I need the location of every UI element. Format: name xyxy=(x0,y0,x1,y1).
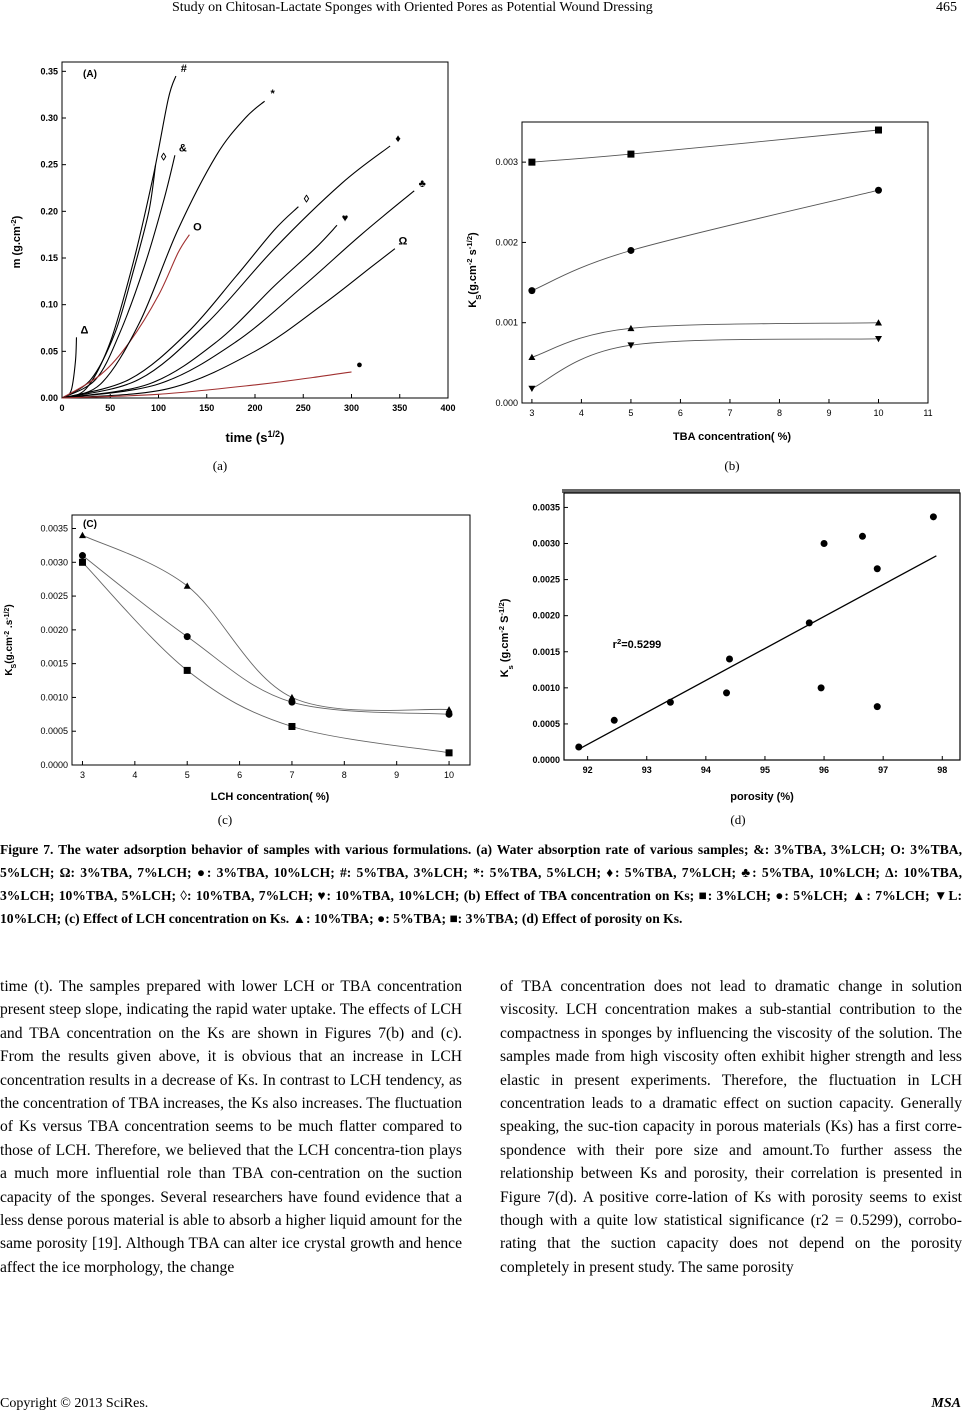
x-axis-label: TBA concentration( %) xyxy=(672,431,792,443)
series-line xyxy=(62,235,189,398)
data-point xyxy=(79,552,86,559)
x-tick-label: 9 xyxy=(394,770,400,780)
chart-b xyxy=(462,100,962,450)
x-tick-label: 6 xyxy=(237,770,243,780)
y-tick-label: 0.0030 xyxy=(40,557,68,568)
x-tick-label: 9 xyxy=(826,408,832,418)
series-line xyxy=(62,337,77,398)
y-tick-label: 0.003 xyxy=(495,157,518,168)
data-point xyxy=(627,247,634,254)
y-tick-label: 0.00 xyxy=(40,393,58,403)
x-axis-label: porosity (%) xyxy=(730,791,794,803)
y-tick-label: 0.05 xyxy=(40,346,58,357)
data-point xyxy=(875,127,882,134)
plot-frame xyxy=(522,122,928,403)
body-paragraph: of TBA concentration does not lead to dramatic change in solution viscosity. LCH concentration makes a sub-stantial contribution to the compactness in sponges by influencing the viscosity of the solution. The samples made from high viscosity often exhibit higher strength and less elastic in present experiments. Therefore, the fluctuation in LCH concentration leads to a dramatic effect on suction capacity. Generally speaking, the suc-tion capacity in porous materials (Ks) has a first corre-spondence with their pore size and amount.To further assess the relationship between Ks and porosity, their correlation is presented in Figure 7(d). A positive corre-lation of Ks with porosity seems to exist though with a quite low statistical significance (r2 = 0.5299), corrobo-rating that the suction capacity does not depend on the porosity completely in present study. The same porosity xyxy=(500,978,962,1276)
x-tick-label: 8 xyxy=(776,408,782,418)
series-line xyxy=(62,76,176,398)
data-point xyxy=(627,151,634,158)
series-label: ● xyxy=(356,358,363,371)
journal-name: MSA xyxy=(931,1396,961,1411)
series-label: ♣ xyxy=(418,177,426,190)
x-tick-label: 3 xyxy=(79,770,85,780)
data-point xyxy=(859,533,866,540)
r-squared-annotation: $r^2=0.5299$ xyxy=(612,636,662,651)
figure-caption: Figure 7. The water adsorption behavior of samples with various formulations. (a) Water absorption rate of various samples; &: 3%TBA, 3%LCH; O: 3%TBA, 5%LCH; Ω: 3%TBA, 7%LCH; ●: 3%TBA, 10%LCH; #: 5%TBA, 3%LCH; *: 5%TBA, 5%LCH; ♦: 5%TBA, 7%LCH; ♣: 5%TBA, 10%LCH; Δ: 10%TBA, 3%LCH; 10%TBA, 5%LCH; ◊: 10%TBA, 7%LCH; ♥: 10%TBA, 10%LCH; (b) Effect of TBA concentration on Ks; ■: 3%LCH; ●: 5%LCH; ▲: 7%LCH; ▼L: 10%LCH; (c) Effect of LCH concentration on Ks. ▲: 10%TBA; ●: 5%TBA; ■: 3%TBA; (d) Effect of porosity on Ks. xyxy=(0,842,962,926)
chart-d xyxy=(492,488,962,808)
y-tick-label: 0.30 xyxy=(40,113,58,123)
y-tick-label: 0.0000 xyxy=(532,755,560,765)
y-tick-label: 0.002 xyxy=(495,237,518,248)
data-point xyxy=(821,540,828,547)
series-line xyxy=(62,165,156,398)
data-point xyxy=(184,582,191,588)
page-number: 465 xyxy=(936,0,957,15)
data-point xyxy=(288,723,295,730)
data-point xyxy=(288,699,295,706)
x-tick-label: 350 xyxy=(392,403,408,413)
series-label: * xyxy=(270,88,275,101)
x-tick-label: 0 xyxy=(59,403,65,413)
data-point xyxy=(575,744,582,751)
data-point xyxy=(818,684,825,691)
body-column-left xyxy=(0,975,462,1279)
chart-a-title: (A) xyxy=(83,69,97,80)
series-label: ♦ xyxy=(395,133,401,145)
series-label: Ω xyxy=(398,235,408,248)
y-tick-label: 0.35 xyxy=(40,66,58,77)
x-tick-label: 93 xyxy=(641,765,652,775)
x-tick-label: 50 xyxy=(105,403,116,413)
series-line xyxy=(62,146,390,398)
series-label: ◊ xyxy=(160,151,167,164)
x-tick-label: 300 xyxy=(343,403,360,413)
x-tick-label: 150 xyxy=(199,403,215,413)
fit-line xyxy=(579,556,937,749)
panel-label-b: (b) xyxy=(724,458,740,473)
y-tick-label: 0.000 xyxy=(495,398,518,408)
y-axis-label: m $(g.cm^{-2})$ xyxy=(8,215,23,269)
x-tick-label: 4 xyxy=(132,770,138,780)
series-line xyxy=(532,339,879,389)
data-point xyxy=(528,287,535,294)
x-tick-label: 5 xyxy=(628,408,634,418)
y-tick-label: 0.0035 xyxy=(40,523,68,534)
data-point xyxy=(611,717,618,724)
x-tick-label: 94 xyxy=(700,765,711,775)
plot-frame xyxy=(72,515,470,765)
x-tick-label: 10 xyxy=(444,770,455,780)
figure-panel-d xyxy=(492,488,962,808)
y-tick-label: 0.0025 xyxy=(532,574,560,585)
x-tick-label: 7 xyxy=(289,770,295,780)
data-point xyxy=(726,655,733,662)
y-tick-label: 0.10 xyxy=(40,299,58,310)
copyright-notice: Copyright © 2013 SciRes. xyxy=(0,1396,149,1411)
x-tick-label: 5 xyxy=(184,770,190,780)
y-tick-label: 0.0015 xyxy=(40,658,68,669)
figure-panel-a xyxy=(0,52,465,452)
running-title: Study on Chitosan-Lactate Sponges with Oriented Pores as Potential Wound Dressing xyxy=(172,0,653,15)
body-paragraph: time (t). The samples prepared with lower LCH or TBA concentration present steep slope, indicating the rapid water uptake. The effects of LCH and TBA concentration on the Ks are shown in Figures 7(b) and (c). From the results given above, it is obvious that an increase in LCH concentration results in a decrease of Ks. In contrast to LCH tendency, as the concentration of TBA increases, the Ks also increases. The fluctuation of Ks versus TBA concentration seems to be much flatter compared to those of LCH. Therefore, we believed that the LCH concentra-tion plays a much more influential role than TBA con-centration on the suction capacity of the sponges. Several researchers have found evidence that a less dense porous material is able to absorb a higher liquid amount for the same porosity [19]. Although TBA can alter ice crystal growth and hence affect the ice morphology, the change xyxy=(0,978,462,1276)
y-tick-label: 0.0010 xyxy=(40,692,68,703)
data-point xyxy=(528,386,535,392)
series-label: ♥ xyxy=(341,212,349,225)
x-tick-label: 95 xyxy=(759,765,770,775)
data-point xyxy=(528,159,535,166)
x-tick-label: 8 xyxy=(341,770,347,780)
data-point xyxy=(874,565,881,572)
data-point xyxy=(446,711,453,718)
x-tick-label: 250 xyxy=(295,403,311,413)
chart-c-title: (C) xyxy=(83,519,97,530)
series-line xyxy=(62,101,265,398)
x-axis-label: LCH concentration( %) xyxy=(210,791,330,803)
series-line xyxy=(83,556,450,715)
y-tick-label: 0.0000 xyxy=(40,760,68,770)
x-tick-label: 96 xyxy=(819,765,830,775)
y-tick-label: 0.15 xyxy=(40,253,58,263)
plot-frame xyxy=(564,493,960,760)
data-point xyxy=(79,532,86,538)
x-tick-label: 3 xyxy=(529,408,535,418)
panel-label-c: (c) xyxy=(217,812,233,827)
figure-panel-b xyxy=(462,100,962,450)
panel-label-d: (d) xyxy=(730,812,746,827)
data-point xyxy=(528,354,535,360)
data-point xyxy=(874,703,881,710)
data-point xyxy=(806,619,813,626)
x-tick-label: 100 xyxy=(150,403,167,413)
y-tick-label: 0.0035 xyxy=(532,502,560,513)
y-tick-label: 0.0020 xyxy=(532,610,560,621)
x-tick-label: 11 xyxy=(923,408,933,418)
running-head xyxy=(0,0,965,22)
series-line xyxy=(62,249,395,398)
body-column-right xyxy=(500,975,962,1279)
y-axis-label: $K_s$ ($g.cm^{-2}$ $S^{-1/2}$) xyxy=(496,598,515,678)
x-tick-label: 97 xyxy=(878,765,889,775)
panel-label-a: (a) xyxy=(212,458,228,473)
y-tick-label: 0.0030 xyxy=(532,538,560,549)
y-tick-label: 0.0020 xyxy=(40,624,68,635)
series-label: # xyxy=(180,63,187,75)
plot-frame xyxy=(62,62,448,398)
series-label: O xyxy=(193,221,202,234)
y-axis-label: $K_S(g.cm^{-2}$ $s^{-1/2}$) xyxy=(464,232,483,308)
data-point xyxy=(184,667,191,674)
x-tick-label: 92 xyxy=(582,765,593,775)
chart-a xyxy=(0,52,465,452)
data-point xyxy=(875,187,882,194)
series-line xyxy=(532,130,879,162)
y-tick-label: 0.001 xyxy=(495,317,518,328)
x-axis-label: time $(s^{1/2})$ xyxy=(225,429,285,445)
data-point xyxy=(184,633,191,640)
x-tick-label: 6 xyxy=(677,408,683,418)
y-tick-label: 0.0005 xyxy=(532,718,560,729)
series-line xyxy=(83,562,450,753)
figure-panel-c xyxy=(0,505,480,805)
data-point xyxy=(446,749,453,756)
y-axis-label: $K_S(g.cm^{-2}$ $.s^{-1/2}$) xyxy=(3,604,18,676)
series-label: Δ xyxy=(80,324,89,337)
y-tick-label: 0.0010 xyxy=(532,682,560,693)
x-tick-label: 98 xyxy=(937,765,948,775)
chart-c xyxy=(0,505,480,805)
y-tick-label: 0.20 xyxy=(40,206,58,217)
x-tick-label: 10 xyxy=(873,408,884,418)
series-line xyxy=(532,190,879,290)
x-tick-label: 4 xyxy=(578,408,584,418)
top-border xyxy=(562,489,960,493)
x-tick-label: 200 xyxy=(247,403,263,413)
data-point xyxy=(723,689,730,696)
series-label: ◊ xyxy=(303,193,310,206)
y-tick-label: 0.0015 xyxy=(532,646,560,657)
series-label: & xyxy=(178,142,187,155)
y-tick-label: 0.25 xyxy=(40,159,58,170)
y-tick-label: 0.0005 xyxy=(40,726,68,737)
x-tick-label: 400 xyxy=(440,403,456,413)
x-tick-label: 7 xyxy=(727,408,733,418)
data-point xyxy=(930,513,937,520)
data-point xyxy=(79,559,86,566)
data-point xyxy=(667,699,674,706)
y-tick-label: 0.0025 xyxy=(40,591,68,602)
